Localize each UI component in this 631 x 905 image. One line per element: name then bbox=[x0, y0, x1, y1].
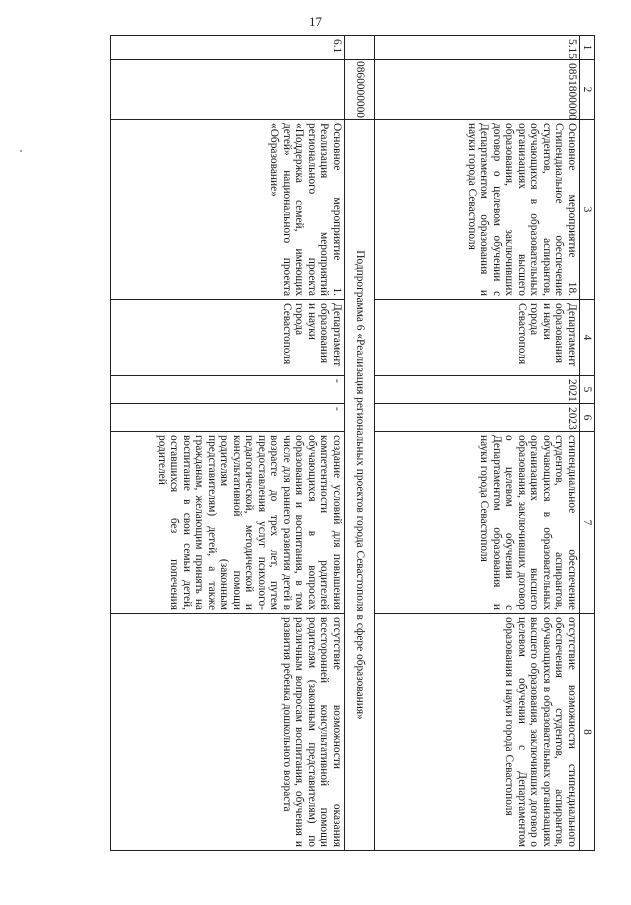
subprogram-code: 0860000000 bbox=[345, 60, 375, 120]
row-code: 0851800000 bbox=[375, 60, 580, 120]
subprogram-num bbox=[345, 36, 375, 60]
end-year: - bbox=[111, 404, 345, 432]
row-code bbox=[111, 60, 345, 120]
executor: Департамент образования и науки города Севастополя bbox=[111, 300, 345, 376]
executor: Департамент образования и науки города Севастополя bbox=[375, 300, 580, 376]
page-number: 17 bbox=[309, 14, 322, 29]
row-number: 5.15 bbox=[375, 36, 580, 60]
expected-result: создание условий для повышения компетентности родителей обучающихся в вопросах образования и воспитания, в том числе для раннего развития детей в возрасте до трех лет, путем предоставления услуг психолого-педагогической, методической и консультативной помощи родителям (законным представителям) детей, а также гражданам, желающим принять на воспитание в свои семьи детей, оставшихся без попечения родителей bbox=[111, 432, 345, 614]
consequences: отсутствие возможности стипендиального обеспечения студентов, аспирантов, обучающихся в образовательных организациях высшего образования, заключивших договор о целевом обучении с Департаментом образования и науки города Севастополя bbox=[375, 614, 580, 851]
header-cell: 7 bbox=[580, 432, 595, 614]
start-year: - bbox=[111, 376, 345, 404]
header-cell: 4 bbox=[580, 300, 595, 376]
header-cell: 8 bbox=[580, 614, 595, 851]
measure-name: Основное мероприятие 1. Реализация мероприятий регионального проекта «Поддержка семей, имеющих детей» национального проекта «Образование» bbox=[111, 120, 345, 300]
scan-speck bbox=[20, 150, 22, 152]
header-cell: 3 bbox=[580, 120, 595, 300]
header-cell: 1 bbox=[580, 36, 595, 60]
header-cell: 2 bbox=[580, 60, 595, 120]
subprogram-row bbox=[345, 36, 375, 851]
table-row bbox=[375, 36, 580, 851]
expected-result: стипендиальное обеспечение студентов, аспирантов, обучающихся в образовательных организациях высшего образования, заключивших договор о целевом обучении с Департаментом образования и науки города Севастополя bbox=[375, 432, 580, 614]
table-row bbox=[111, 36, 345, 851]
end-year: 2023 bbox=[375, 404, 580, 432]
header-cell: 6 bbox=[580, 404, 595, 432]
rotated-table-container bbox=[110, 35, 595, 850]
header-cell: 5 bbox=[580, 376, 595, 404]
consequences: отсутствие возможности оказания всесторонней консультативной помощи родителям (законным представителям) по различным вопросам воспитания, обучения и развития ребенка дошкольного возраста bbox=[111, 614, 345, 851]
measure-name: Основное мероприятие 18. Стипендиальное обеспечение студентов, аспирантов, обучающихся в образовательных организациях высшего образования, заключивших договор о целевом обучении с Департаментом образования и науки города Севастополя bbox=[375, 120, 580, 300]
header-row bbox=[580, 36, 595, 851]
subprogram-title: Подпрограмма 6 «Реализация региональных проектов города Севастополя в сфере образования» bbox=[345, 120, 375, 851]
row-number: 6.1 bbox=[111, 36, 345, 60]
start-year: 2021 bbox=[375, 376, 580, 404]
measures-table bbox=[110, 35, 595, 851]
